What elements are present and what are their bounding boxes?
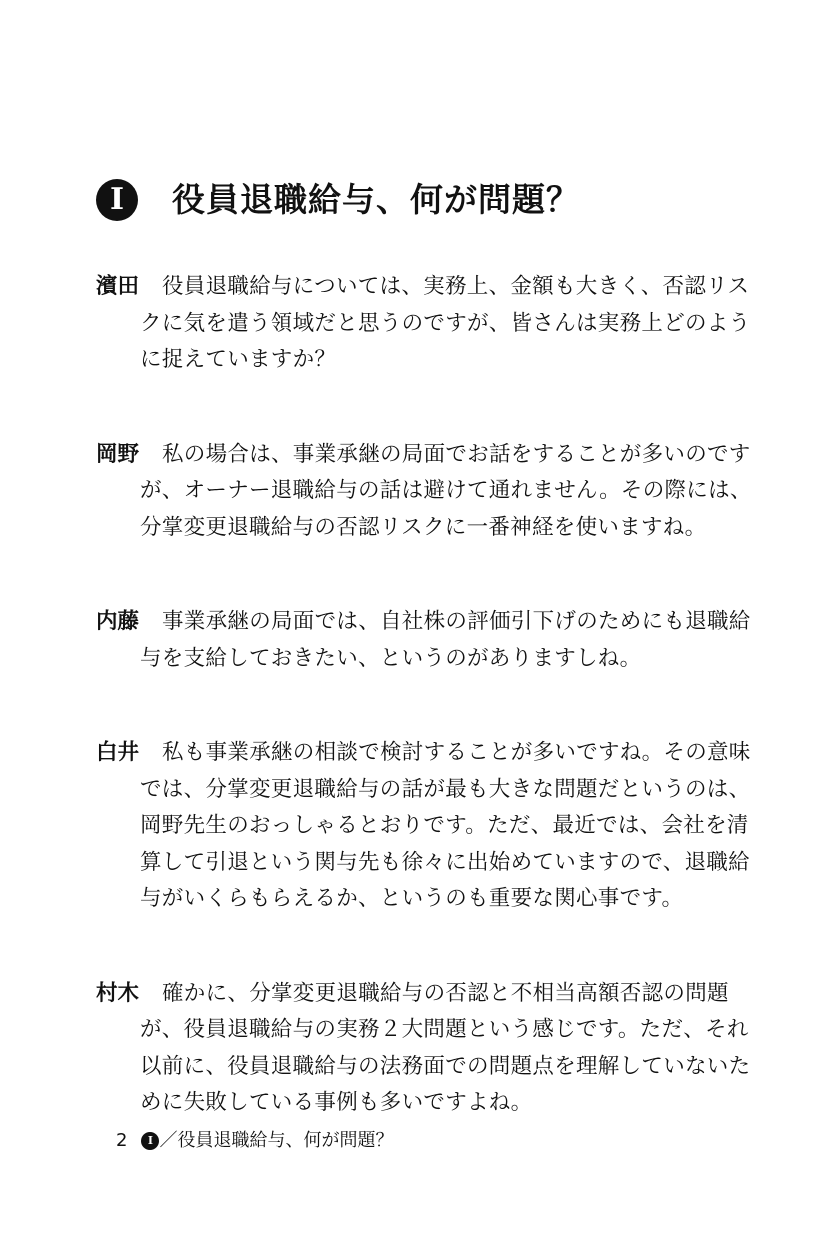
speaker-name: 濱田 [96, 274, 140, 299]
running-title: ／役員退職給与、何が問題？ [159, 1130, 394, 1151]
speaker-name: 内藤 [96, 609, 140, 634]
section-title: 役員退職給与、何が問題？ [172, 180, 580, 219]
dialogue-body [96, 269, 756, 1180]
page-footer [116, 1128, 393, 1154]
dialogue-text: 確かに、分掌変更退職給与の否認と不相当高額否認の問題が、役員退職給与の実務２大問題という感じです。ただ、それ以前に、役員退職給与の法務面での問題点を理解していないために失敗している事例も多いですよね。 [140, 980, 751, 1115]
dialogue-text: 事業承継の局面では、自社株の評価引下げのためにも退職給与を支給しておきたい、というのがありますしね。 [140, 609, 751, 671]
section-heading [96, 176, 580, 224]
speaker-name: 岡野 [96, 441, 140, 467]
dialogue-entry-shirai [96, 735, 756, 918]
speaker-name: 村木 [96, 980, 140, 1006]
dialogue-text: 私の場合は、事業承継の局面でお話をすることが多いのですが、オーナー退職給与の話は避けて通れません。その際には、分掌変更退職給与の否認リスクに一番神経を使いますね。 [140, 441, 752, 540]
section-number-badge: I [96, 179, 138, 221]
dialogue-entry-okano [96, 437, 756, 547]
section-number-badge-small: I [141, 1132, 159, 1150]
dialogue-entry-hamada [96, 269, 756, 379]
speaker-name: 白井 [96, 740, 140, 765]
page-number: 2 [116, 1130, 128, 1151]
dialogue-text: 私も事業承継の相談で検討することが多いですね。その意味では、分掌変更退職給与の話が最も大きな問題だというのは、岡野先生のおっしゃるとおりです。ただ、最近では、会社を清算して引退という関与先も徐々に出始めていますので、退職給与がいくらもらえるか、というのも重要な関心事です。 [140, 740, 751, 911]
dialogue-entry-naito [96, 604, 756, 677]
dialogue-entry-muraki [96, 976, 756, 1122]
dialogue-text: 役員退職給与については、実務上、金額も大きく、否認リスクに気を遣う領域だと思うのですが、皆さんは実務上どのように捉えていますか？ [140, 274, 751, 372]
